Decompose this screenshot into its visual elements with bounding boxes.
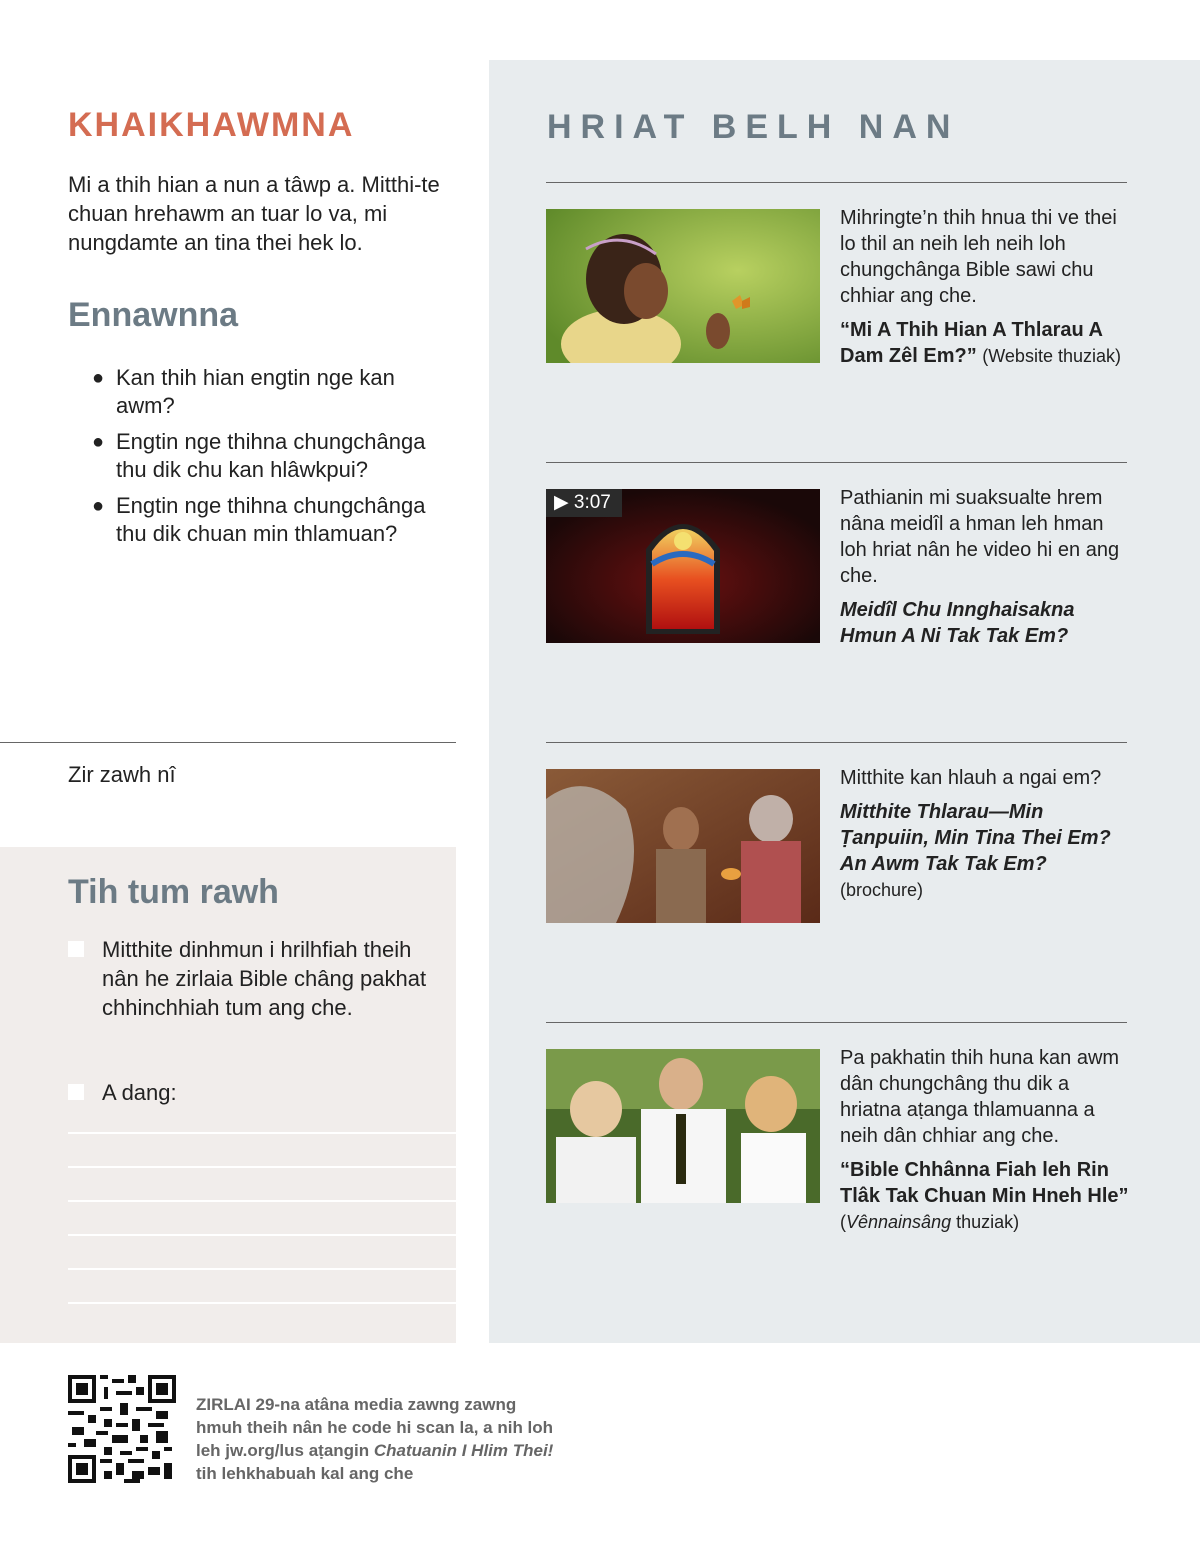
divider: [0, 742, 456, 743]
checkbox[interactable]: [68, 1084, 84, 1100]
resource-card: [840, 485, 1130, 649]
explore-panel: [489, 60, 1200, 1343]
write-line[interactable]: [68, 1268, 456, 1270]
resource-type: (Website thuziak): [982, 346, 1121, 366]
section-divider: [546, 742, 1127, 743]
resource-title[interactable]: “Mi A Thih Hian A Thlarau A Dam Zêl Em?”: [840, 319, 1103, 367]
write-line[interactable]: [68, 1200, 456, 1202]
girl-butterfly-image[interactable]: [546, 209, 820, 363]
write-line[interactable]: [68, 1302, 456, 1304]
bullet-icon: ●: [92, 495, 105, 517]
resource-description: Pathianin mi suaksualte hrem nâna meidîl a hman leh hman loh hriat nân he video hi en ang che.: [840, 487, 1120, 587]
goal-item-text: Mitthite dinhmun i hrilhfiah theih nân he zirlaia Bible châng pakhat chhinchhiah tum ang che.: [102, 937, 427, 1020]
review-item: [92, 428, 452, 484]
explore-title: HRIAT BELH NAN: [547, 108, 960, 146]
review-item: [92, 492, 452, 548]
goal-item-text: A dang:: [102, 1080, 177, 1105]
spirit-medium-image[interactable]: [546, 769, 820, 923]
qr-code-icon[interactable]: [68, 1375, 176, 1483]
resource-reference[interactable]: [840, 799, 1130, 903]
review-list: [92, 364, 452, 556]
review-title: Ennawnna: [68, 296, 239, 334]
resource-title[interactable]: Mitthite Thlarau—Min Ṭanpuiin, Min Tina Thei Em? An Awm Tak Tak Em?: [840, 801, 1111, 875]
write-line[interactable]: [68, 1132, 456, 1134]
goal-title: Tih tum rawh: [68, 873, 279, 911]
goal-item: [68, 1078, 438, 1107]
resource-description: Pa pakhatin thih huna kan awm dân chungchâng thu dik a hriatna aṭanga thlamuanna a neih dân chhiar ang che.: [840, 1047, 1120, 1147]
resource-description: Mihringte’n thih hnua thi ve thei lo thil an neih leh neih loh chungchânga Bible sawi chu chhiar ang che.: [840, 207, 1117, 307]
summary-text: Mi a thih hian a nun a tâwp a. Mitthi-te chuan hrehawm an tuar lo va, mi nungdamte an tina thei hek lo.: [68, 172, 440, 255]
bullet-icon: ●: [92, 367, 105, 389]
write-line[interactable]: [68, 1166, 456, 1168]
resource-title[interactable]: Meidîl Chu Innghaisakna Hmun A Ni Tak Tak Em?: [840, 599, 1075, 647]
video-duration-badge: ▶ 3:07: [546, 489, 622, 517]
resource-reference[interactable]: [840, 597, 1130, 649]
section-divider: [546, 1022, 1127, 1023]
section-divider: [546, 182, 1127, 183]
bullet-icon: ●: [92, 431, 105, 453]
resource-description: Mitthite kan hlauh a ngai em?: [840, 767, 1102, 789]
goal-box: [0, 847, 456, 1343]
three-people-talking-image[interactable]: [546, 1049, 820, 1203]
checkbox[interactable]: [68, 941, 84, 957]
resource-card: [840, 1045, 1130, 1235]
resource-type: (Vênnainsâng thuziak): [840, 1212, 1020, 1232]
resource-card: [840, 765, 1130, 903]
review-item-text: Kan thih hian engtin nge kan awm?: [116, 365, 395, 418]
summary-title: KHAIKHAWMNA: [68, 106, 355, 144]
resource-type: (brochure): [840, 880, 924, 900]
review-item-text: Engtin nge thihna chungchânga thu dik chu kan hlâwkpui?: [116, 429, 426, 482]
review-item-text: Engtin nge thihna chungchânga thu dik chuan min thlamuan?: [116, 493, 426, 546]
goal-item: [68, 935, 438, 1022]
write-line[interactable]: [68, 1234, 456, 1236]
section-divider: [546, 462, 1127, 463]
resource-card: [840, 205, 1130, 369]
stained-glass-video-thumbnail[interactable]: [546, 489, 820, 643]
resource-reference[interactable]: [840, 1157, 1130, 1235]
completion-date-label: Zir zawh nî: [68, 762, 176, 787]
footer-text: ZIRLAI 29-na atâna media zawng zawng hmuh theih nân he code hi scan la, a nih loh leh jw.org/lus aṭangin Chatuanin I Hlim Thei! tih lehkhabuah kal ang che: [196, 1395, 554, 1483]
resource-title[interactable]: “Bible Chhânna Fiah leh Rin Tlâk Tak Chuan Min Hneh Hle”: [840, 1159, 1129, 1207]
review-item: [92, 364, 452, 420]
resource-reference[interactable]: [840, 317, 1130, 369]
